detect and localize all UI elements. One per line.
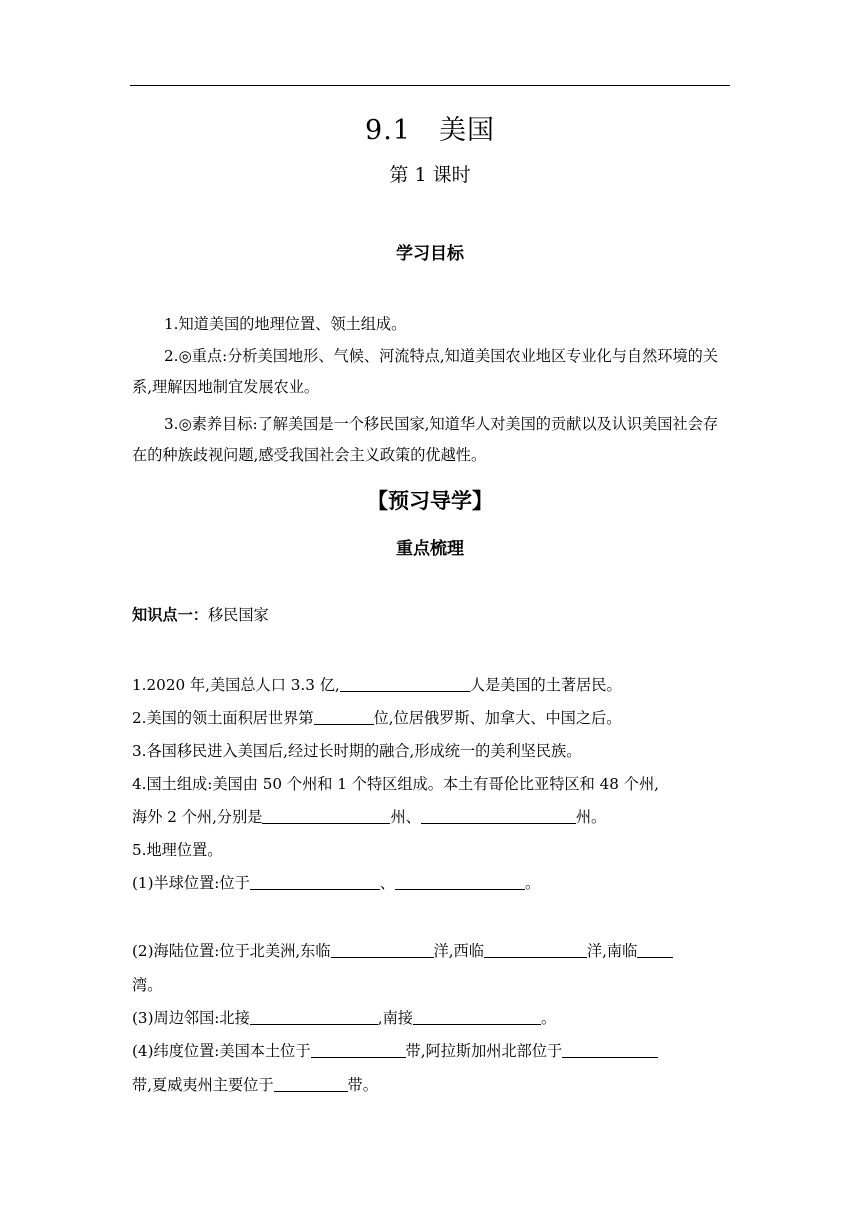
objectives-heading: 学习目标 [396,244,464,264]
answer-blank[interactable] [421,807,576,824]
q5-3-text-b: ,南接 [377,1009,413,1027]
q5-text: 5.地理位置。 [132,841,223,859]
answer-blank[interactable] [331,941,434,958]
q4-text-d: 州。 [575,808,607,826]
q2-text-b: 位,位居俄罗斯、加拿大、中国之后。 [373,709,622,727]
answer-blank[interactable] [395,873,525,890]
answer-blank[interactable] [314,708,374,725]
objective-item-3: 3.◎素养目标:了解美国是一个移民国家,知道华人对美国的贡献以及认识美国社会存在的种族歧视问题,感受我国社会主义政策的优越性。 [132,415,719,464]
q5-3-text-c: 。 [540,1009,557,1027]
q5-3-text-a: (3)周边邻国:北接 [132,1009,250,1027]
q2-text-a: 2.美国的领土面积居世界第 [132,709,314,727]
lesson-subtitle: 第 1 课时 [389,164,471,186]
question-5-3 [132,1003,732,1034]
q1-text-b: 人是美国的土著居民。 [469,676,622,694]
question-3 [132,736,732,767]
answer-blank[interactable] [637,941,673,958]
q4-text-b: 海外 2 个州,分别是 [132,808,263,826]
q1-text-a: 1.2020 年,美国总人口 3.3 亿, [132,676,340,694]
answer-blank[interactable] [413,1008,541,1025]
knowledge-point-label: 知识点一： [132,606,208,624]
q5-2-text-d: 湾。 [132,976,163,994]
objective-item-1: 1.知道美国的地理位置、领土组成。 [164,315,407,333]
q5-2-text-b: 洋,西临 [433,942,484,960]
q5-2-text-a: (2)海陆位置:位于北美洲,东临 [132,942,331,960]
q5-1-text-a: (1)半球位置:位于 [132,874,250,892]
knowledge-point-heading [132,600,732,631]
q5-2-text-c: 洋,南临 [586,942,638,960]
question-2 [132,703,732,734]
answer-blank[interactable] [311,1041,406,1058]
q5-4-text-a: (4)纬度位置:美国本土位于 [132,1042,311,1060]
answer-blank[interactable] [250,873,380,890]
question-1 [132,670,732,701]
q4-text-a: 4.国土组成:美国由 50 个州和 1 个特区组成。本土有哥伦比亚特区和 48 个州, [132,775,659,793]
header-rule [130,85,730,86]
answer-blank[interactable] [340,675,470,692]
key-points-heading: 重点梳理 [396,539,464,559]
knowledge-point-title: 移民国家 [207,606,269,624]
question-5 [132,835,732,866]
question-5-4-line-1 [132,1036,732,1067]
question-4-line-1 [132,769,732,800]
q5-4-text-d: 带。 [347,1076,378,1094]
q3-text: 3.各国移民进入美国后,经过长时期的融合,形成统一的美利坚民族。 [132,742,582,760]
objective-item-2: 2.◎重点:分析美国地形、气候、河流特点,知道美国农业地区专业化与自然环境的关系,理解因地制宜发展农业。 [132,347,719,396]
question-5-2-line-2 [132,970,732,1001]
answer-blank[interactable] [274,1075,348,1092]
q5-4-text-c: 带,夏威夷州主要位于 [132,1076,274,1094]
page-title: 9.1 美国 [365,115,495,146]
answer-blank[interactable] [262,807,390,824]
answer-blank[interactable] [250,1008,378,1025]
q5-4-text-b: 带,阿拉斯加州北部位于 [405,1042,563,1060]
answer-blank[interactable] [562,1041,658,1058]
question-5-4-line-2 [132,1070,732,1101]
question-4-line-2 [132,802,732,833]
question-5-1 [132,868,732,899]
preview-banner: 【预习导学】 [367,489,493,513]
q5-1-text-b: 、 [379,874,395,892]
q4-text-c: 州、 [390,808,421,826]
question-5-2-line-1 [132,936,732,967]
q5-1-text-c: 。 [524,874,541,892]
answer-blank[interactable] [484,941,587,958]
